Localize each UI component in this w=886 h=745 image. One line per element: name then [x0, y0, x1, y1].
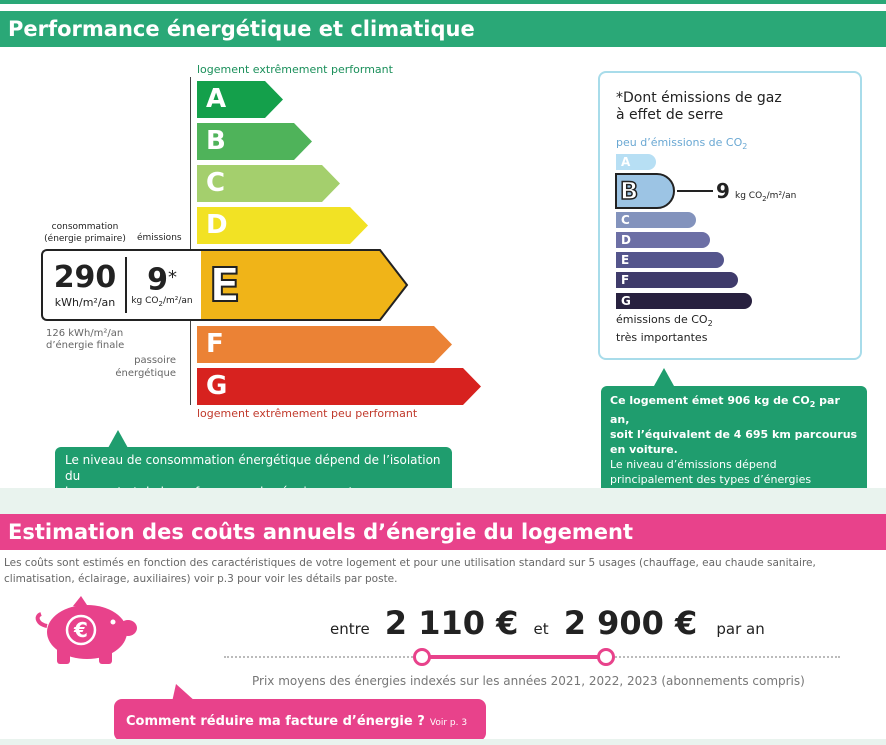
piggy-bank-euro-icon — [33, 596, 137, 666]
note-emissions-bold1-post: par an, — [610, 394, 840, 427]
note-emissions-line4: Le niveau d’émissions dépend — [610, 458, 777, 472]
emissions-value: 9 — [147, 262, 168, 298]
ges-title-line1: *Dont émissions de gaz — [616, 90, 782, 106]
bottom-strip — [0, 739, 886, 745]
consumption-value: 290 — [53, 260, 117, 295]
dpe-grade-e-letter: E — [209, 258, 241, 312]
final-energy-line2: d’énergie finale — [46, 340, 125, 351]
cost-low: 2 110 € — [384, 604, 519, 642]
note-emissions-bold-line3: en voiture. — [610, 443, 678, 457]
ges-title — [616, 90, 782, 124]
ges-bottom-label-pre: émissions de CO — [616, 313, 708, 326]
ges-bottom-label — [616, 313, 713, 345]
ges-value-pointer-line — [677, 190, 713, 192]
note-emissions-bold1-sub: 2 — [809, 400, 816, 410]
note-emissions-bold1-pre: Ce logement émet 906 kg de CO — [610, 394, 810, 407]
ges-grade-d-letter: D — [621, 233, 631, 247]
cta-reduce-bill-page: Voir p. 3 — [429, 718, 468, 728]
consumption-unit: kWh/m²/an — [54, 296, 116, 309]
dpe-bottom-label: logement extrêmement peu performant — [197, 407, 418, 420]
costs-intro-line1: Les coûts sont estimés en fonction des caractéristiques de votre logement et pour une utilisation standard sur 5 usages (chauffage, eau chaude sanitaire, — [4, 557, 816, 569]
note-consumption-pointer — [108, 430, 128, 448]
ges-grade-g-letter: G — [621, 294, 631, 308]
dpe-grade-d — [197, 207, 368, 244]
cost-et: et — [533, 620, 549, 638]
section-separator — [0, 488, 886, 514]
note-emissions-line5: principalement des types d’énergies — [610, 473, 812, 487]
dpe-grade-g-letter: G — [206, 371, 228, 401]
ges-value — [716, 179, 796, 203]
ges-unit-sub: 2 — [762, 194, 767, 203]
cost-entre: entre — [330, 620, 370, 638]
costs-intro-line2: climatisation, éclairage, auxiliaires) voir p.3 pour voir les détails par poste. — [4, 573, 398, 585]
emissions-label: émissions — [137, 233, 182, 243]
cta-reduce-bill[interactable] — [114, 699, 486, 741]
emissions-unit — [128, 296, 196, 308]
cost-high: 2 900 € — [563, 604, 698, 642]
emissions-unit-sub: 2 — [158, 299, 163, 308]
cta-reduce-bill-label: Comment réduire ma facture d’énergie ? — [126, 714, 425, 729]
ges-bottom-label-line1 — [616, 313, 713, 331]
ges-grade-g — [616, 293, 752, 309]
ges-grade-e — [616, 252, 724, 268]
ges-bottom-label-sub: 2 — [707, 319, 713, 329]
ges-top-label — [616, 136, 747, 151]
dpe-grade-a — [197, 81, 283, 118]
cost-range-high-marker — [597, 648, 615, 666]
cost-range-low-marker — [413, 648, 431, 666]
dpe-top-label: logement extrêmement performant — [197, 63, 393, 76]
ges-title-line2: à effet de serre — [616, 107, 724, 123]
ges-top-label-pre: peu d’émissions de CO — [616, 136, 743, 149]
note-emissions-bold-line2: soit l’équivalent de 4 695 km parcourus — [610, 428, 858, 442]
dpe-grade-a-letter: A — [206, 84, 227, 114]
dpe-grade-b-letter: B — [206, 126, 226, 156]
dpe-grade-c-letter: C — [206, 168, 226, 198]
note-consumption-line1: Le niveau de consommation énergétique dépend de l’isolation du — [65, 453, 441, 483]
dpe-grade-b — [197, 123, 312, 160]
dpe-grade-e-current — [197, 249, 409, 321]
ges-grade-a-letter: A — [621, 155, 631, 169]
dpe-vertical-line — [190, 77, 191, 405]
cost-par-an: par an — [716, 620, 765, 638]
dpe-grade-f — [197, 326, 452, 363]
prices-note: Prix moyens des énergies indexés sur les années 2021, 2022, 2023 (abonnements compris) — [252, 674, 805, 688]
passoire-line2: énergétique — [115, 368, 176, 379]
costs-intro — [4, 555, 886, 587]
value-divider — [125, 257, 127, 313]
ges-unit-post: /m²/an — [766, 191, 797, 201]
note-emissions-bold — [610, 393, 858, 457]
ges-grade-f-letter: F — [621, 273, 630, 287]
ges-grade-c-letter: C — [621, 213, 630, 227]
costs-section-title: Estimation des coûts annuels d’énergie du logement — [0, 514, 886, 550]
top-green-rule — [0, 0, 886, 4]
svg-text:€: € — [74, 618, 88, 642]
final-energy-text — [46, 328, 124, 352]
dpe-grade-g — [197, 368, 481, 405]
performance-section-title: Performance énergétique et climatique — [0, 11, 886, 47]
ges-value-unit — [735, 191, 796, 201]
ges-grade-b-current — [615, 173, 677, 209]
consumption-label — [40, 221, 130, 245]
emissions-unit-pre: kg CO — [131, 296, 159, 306]
passoire-text — [110, 354, 176, 380]
dpe-grade-f-letter: F — [206, 329, 224, 359]
emissions-star: * — [167, 267, 177, 288]
ges-grade-c — [616, 212, 696, 228]
dpe-grade-c — [197, 165, 340, 202]
dpe-grade-d-letter: D — [206, 210, 228, 240]
note-emissions-pointer — [654, 368, 674, 386]
ges-value-number: 9 — [716, 179, 730, 203]
ges-unit-pre: kg CO — [735, 191, 763, 201]
ges-grade-b-letter: B — [620, 177, 639, 205]
passoire-line1: passoire — [134, 355, 176, 366]
cost-range-line — [330, 604, 765, 642]
ges-grade-e-letter: E — [621, 253, 630, 267]
ges-top-label-sub: 2 — [742, 142, 748, 152]
ges-grade-a — [616, 154, 656, 170]
final-energy-line1: 126 kWh/m²/an — [46, 328, 124, 339]
ges-bottom-label-line2: très importantes — [616, 331, 708, 345]
cost-range-bar — [422, 655, 606, 659]
consumption-label-line2: (énergie primaire) — [44, 234, 126, 244]
consumption-label-line1: consommation — [51, 222, 119, 232]
ges-grade-f — [616, 272, 738, 288]
ges-grade-d — [616, 232, 710, 248]
emissions-unit-post: /m²/an — [162, 296, 193, 306]
note-emissions-bold-line1 — [610, 393, 858, 427]
